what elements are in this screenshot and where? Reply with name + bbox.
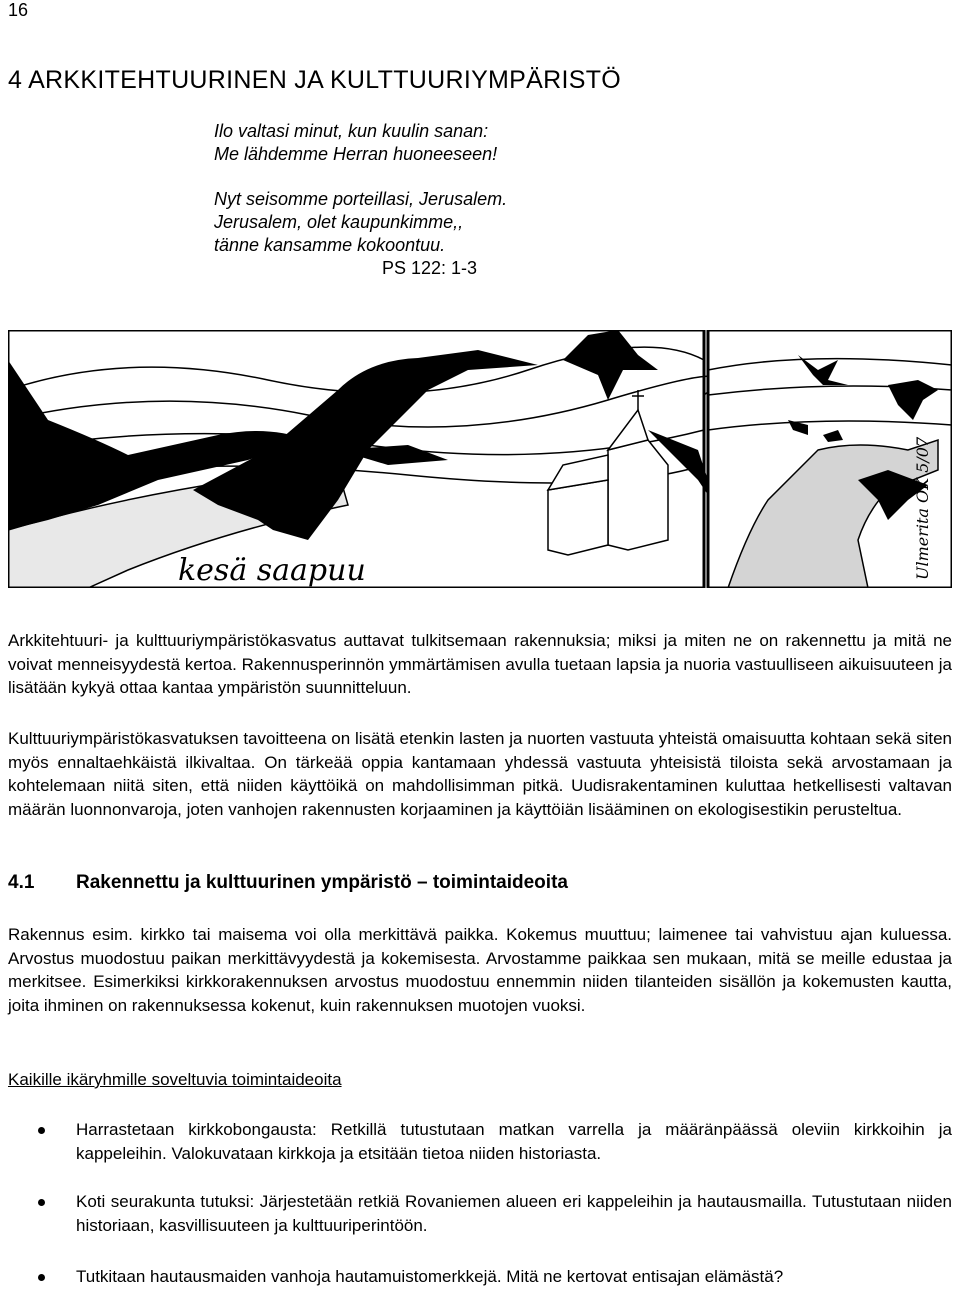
activities-subheading: Kaikille ikäryhmille soveltuvia toimintaideoita: [8, 1070, 342, 1089]
verse-line: Ilo valtasi minut, kun kuulin sanan:: [214, 121, 489, 141]
list-item: [8, 1265, 952, 1289]
bullet-icon: [38, 1199, 45, 1206]
artist-signature: Ulmerita OK 5/07: [913, 436, 932, 580]
psalm-verse: [214, 120, 507, 280]
section-number: 4.1: [8, 872, 35, 893]
section-paragraph: Rakennus esim. kirkko tai maisema voi olla merkittävä paikka. Kokemus muuttuu; laimenee tai vahvistuu ajan kuluessa. Arvostus muodostuu paikan merkittävyydestä ja kokemisesta. Arvostamme paikkaa sen mukaan, mitä se meille edustaa ja merkitsee. Esimerkiksi kirkkorakennuksen arvostus muodostuu ennemmin niiden tilanteiden sisällön ja kokemusten kautta, joita ihminen on rakennuksessa kokenut, kuin rakennuksen muotojen vuoksi.: [8, 925, 952, 1015]
chapter-title: 4 ARKKITEHTUURINEN JA KULTTUURIYMPÄRISTÖ: [8, 66, 622, 94]
verse-line: tänne kansamme kokoontuu.: [214, 235, 446, 255]
list-item-text: Koti seurakunta tutuksi: Järjestetään retkiä Rovaniemen alueen eri kappeleihin ja hautausmailla. Tutustutaan niiden historiaan, kasvillisuuteen ja kulttuuriperintöön.: [76, 1192, 952, 1235]
right-panel: [708, 330, 952, 588]
list-item: [8, 1118, 952, 1166]
list-item: [8, 1190, 952, 1238]
left-panel: [8, 330, 768, 588]
intro-paragraph: Arkkitehtuuri- ja kulttuuriympäristökasvatus auttavat tulkitsemaan rakennuksia; miksi ja miten ne on rakennettu ja mitä ne voivat menneisyydestä kertoa. Rakennusperinnön ymmärtämisen avulla tuetaan lapsia ja nuoria vastuulliseen aikuisuuteen ja lisätään kykyä ottaa kantaa ympäristön suunnitteluun.: [8, 631, 952, 697]
section-heading: [8, 872, 568, 894]
bullet-icon: [38, 1274, 45, 1281]
illustration-caption: kesä saapuu: [178, 553, 366, 588]
list-item-text: Harrastetaan kirkkobongausta: Retkillä tutustutaan matkan varrella ja määränpäässä oleviin kirkkoihin ja kappeleihin. Valokuvataan kirkkoja ja etsitään tietoa niiden historiasta.: [76, 1120, 952, 1163]
section-title: Rakennettu ja kulttuurinen ympäristö – toimintaideoita: [76, 872, 568, 893]
verse-line: Nyt seisomme porteillasi, Jerusalem.: [214, 189, 508, 209]
verse-line: Jerusalem, olet kaupunkimme,,: [214, 212, 464, 232]
bullet-icon: [38, 1127, 45, 1134]
list-item-text: Tutkitaan hautausmaiden vanhoja hautamuistomerkkejä. Mitä ne kertovat entisajan elämästä?: [76, 1267, 784, 1286]
body-paragraph: Kulttuuriympäristökasvatuksen tavoitteena on lisätä etenkin lasten ja nuorten vastuuta yhteistä omaisuutta kohtaan sekä siten myös ennaltaehkäistä ilkivaltaa. On tärkeää oppia kantamaan yhdessä vastuuta yhteisistä tiloista sekä arvostamaan ja kohtelemaan niitä siten, että niiden käyttöikä on mahdollisimman pitkä. Uudisrakentaminen kuluttaa hetkellisesti valtavan määrän luonnonvaroja, joten vanhojen rakennusten korjaaminen ja käyttöiän lisääminen on ekologisestikin perusteltua.: [8, 729, 952, 819]
swallows-church-illustration: [8, 330, 952, 588]
page-number: 16: [8, 0, 29, 20]
verse-reference: PS 122: 1-3: [382, 258, 478, 278]
verse-line: Me lähdemme Herran huoneeseen!: [214, 144, 498, 164]
